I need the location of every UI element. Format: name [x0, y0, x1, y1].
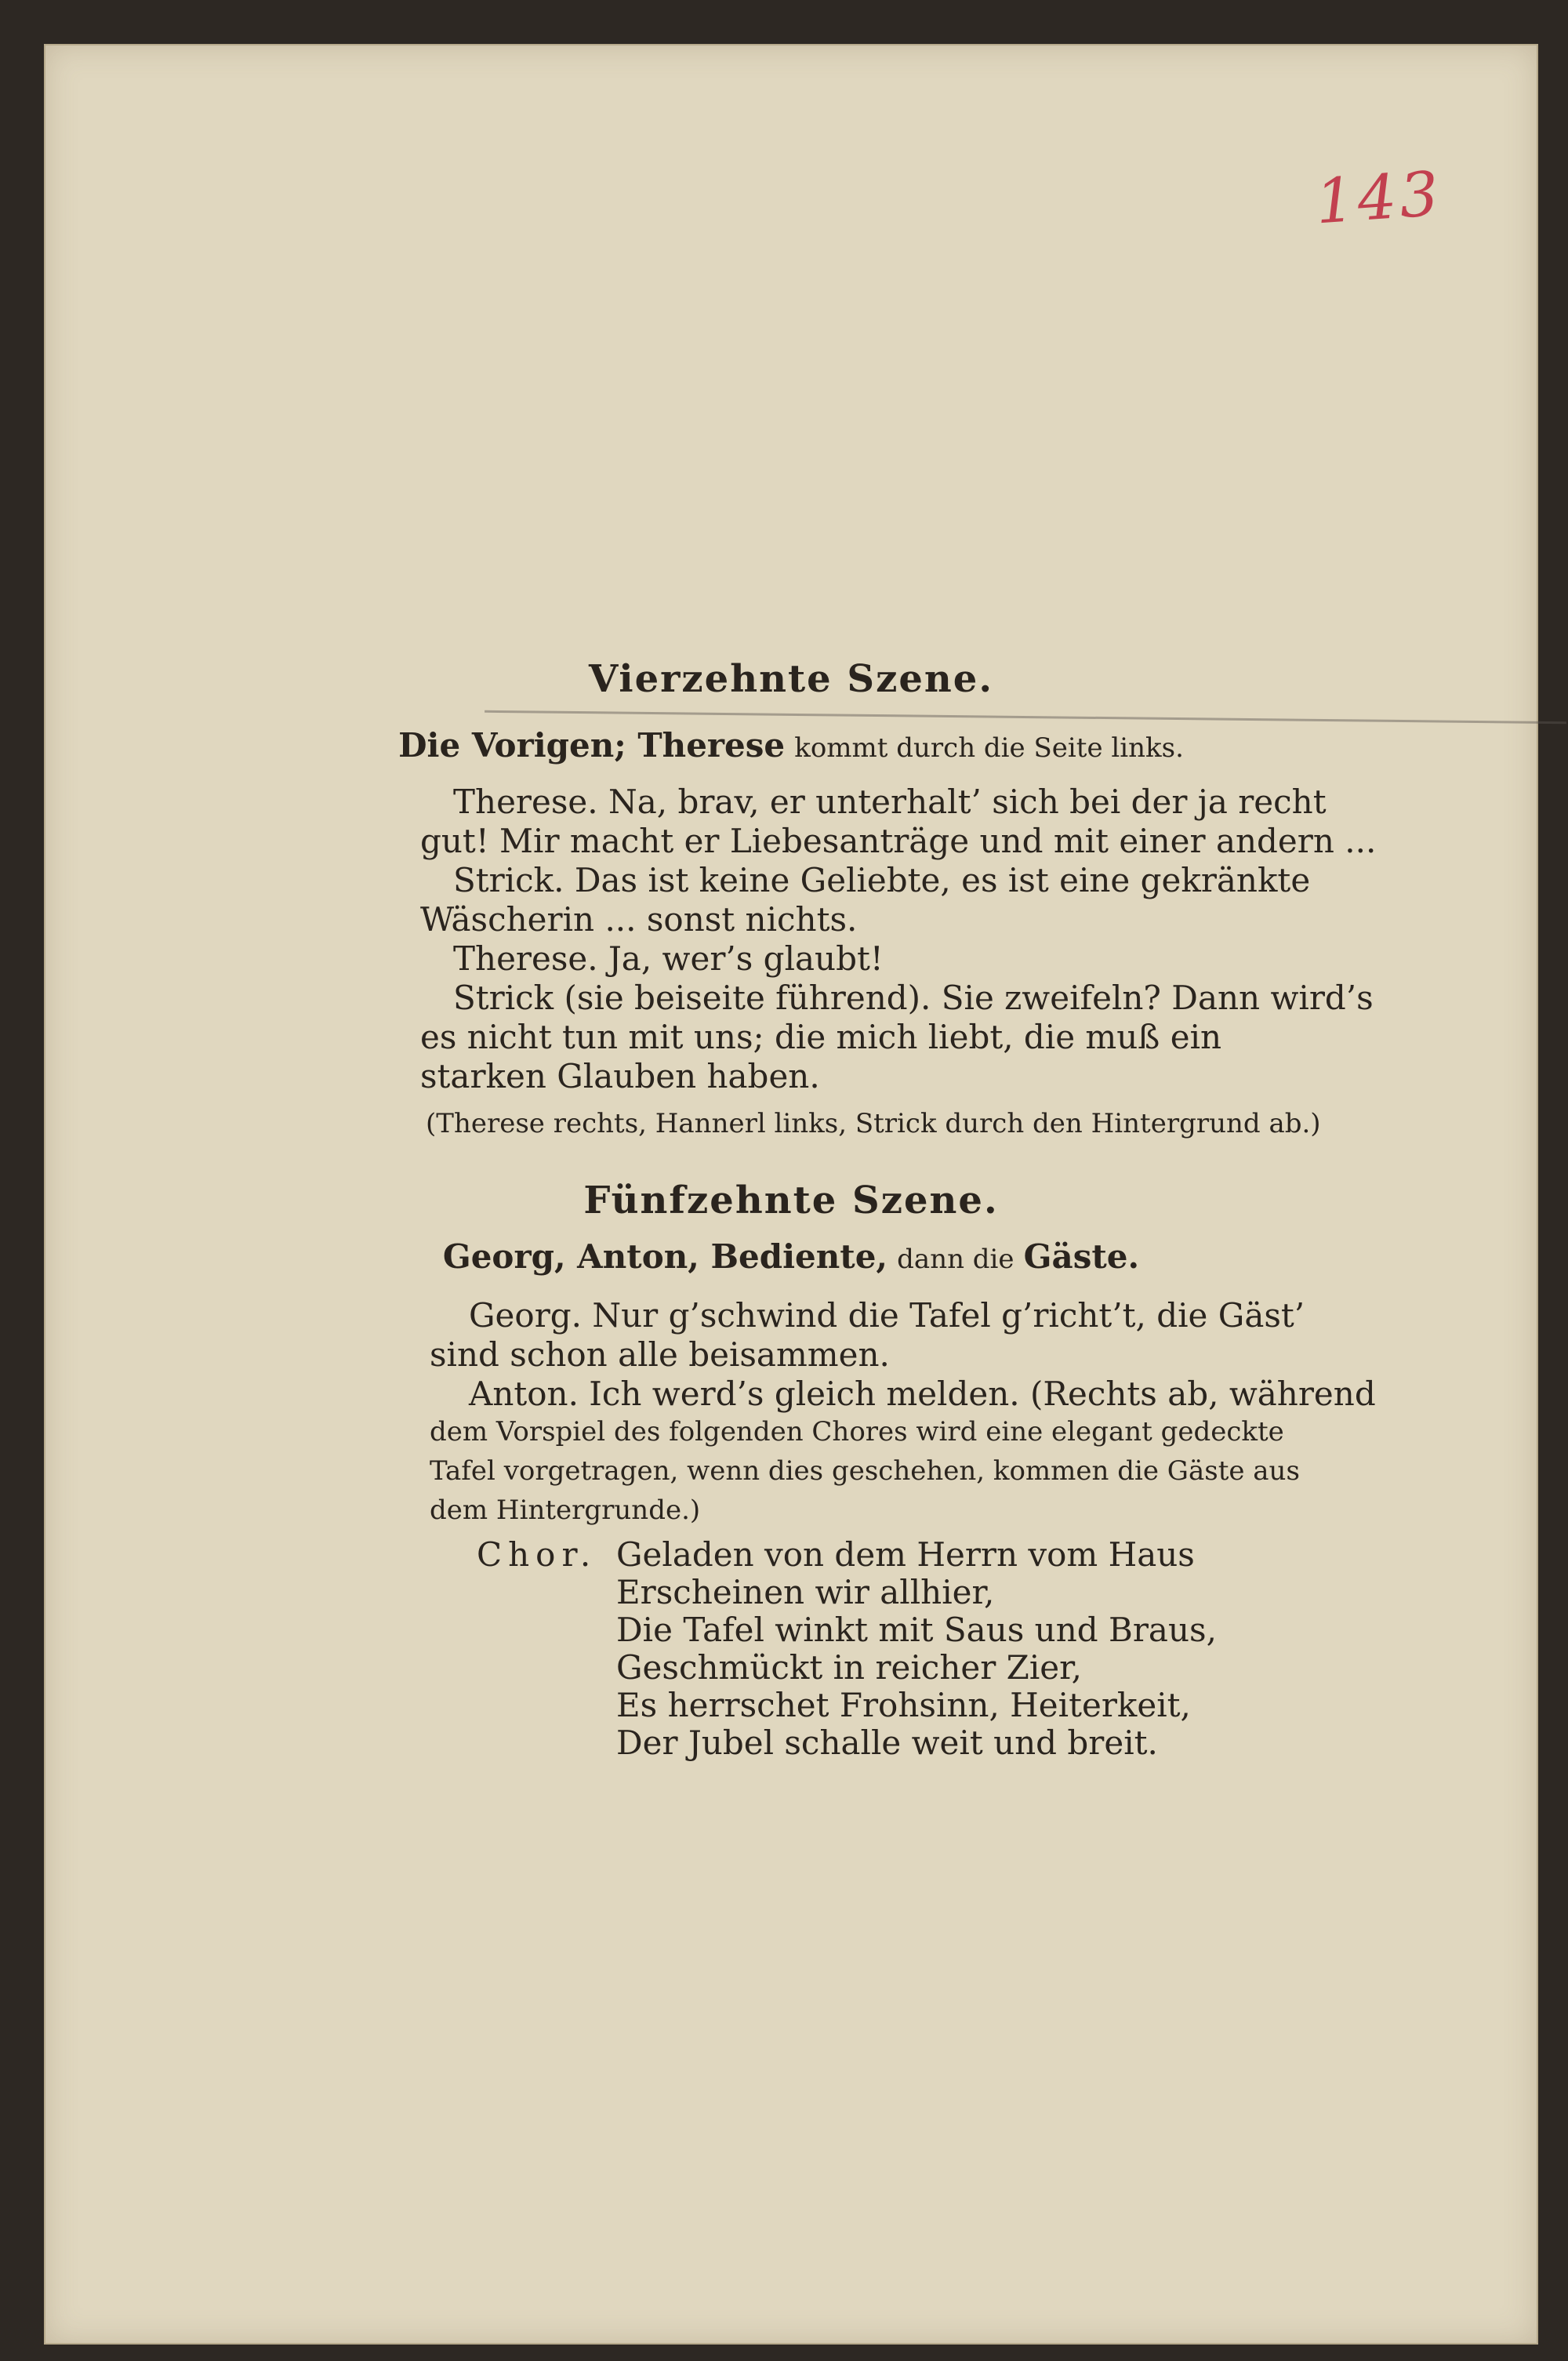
- dialogue-line: dem Hintergrunde.): [430, 1495, 701, 1526]
- dialogue-line: sind schon alle beisammen.: [430, 1335, 890, 1374]
- dialogue-line: Georg. Nur g’schwind die Tafel g’richt’t, die Gäst’: [469, 1296, 1305, 1335]
- dialogue-line: gut! Mir macht er Liebesanträge und mit einer andern ...: [420, 822, 1377, 860]
- chorus-line: Erscheinen wir allhier,: [616, 1573, 995, 1611]
- chorus-line: Geladen von dem Herrn vom Haus: [616, 1535, 1195, 1574]
- scene-14-cast-names: Die Vorigen; Therese: [398, 726, 786, 765]
- chorus-line: Die Tafel winkt mit Saus und Braus,: [616, 1611, 1217, 1649]
- dialogue-line: Therese. Ja, wer’s glaubt!: [453, 939, 884, 978]
- dialogue-line: Wäscherin ... sonst nichts.: [420, 900, 858, 939]
- scene-14-cast-note: kommt durch die Seite links.: [794, 732, 1184, 764]
- scene-15-cast-names: Georg, Anton, Bediente,: [442, 1237, 888, 1276]
- chorus-speaker: Chor.: [477, 1535, 597, 1574]
- page-number: 143: [1313, 158, 1444, 238]
- scene-15-cast-note: dann die: [897, 1244, 1014, 1275]
- scene-15-cast: [45, 1237, 1537, 1276]
- dialogue-line: starken Glauben haben.: [420, 1057, 820, 1095]
- document-page: [44, 44, 1538, 2345]
- dialogue-line: Tafel vorgetragen, wenn dies geschehen, kommen die Gäste aus: [430, 1455, 1300, 1487]
- chorus-line: Es herrschet Frohsinn, Heiterkeit,: [616, 1686, 1191, 1724]
- dialogue-line: dem Vorspiel des folgenden Chores wird eine elegant gedeckte: [430, 1416, 1284, 1447]
- dialogue-line: Strick (sie beiseite führend). Sie zweifeln? Dann wird’s: [453, 979, 1374, 1017]
- stage-direction: (Therese rechts, Hannerl links, Strick durch den Hintergrund ab.): [426, 1108, 1321, 1139]
- dialogue-line: es nicht tun mit uns; die mich liebt, die muß ein: [420, 1018, 1222, 1056]
- dialogue-line: Anton. Ich werd’s gleich melden. (Rechts ab, während: [469, 1375, 1376, 1413]
- dialogue-line: Strick. Das ist keine Geliebte, es ist eine gekränkte: [453, 861, 1311, 899]
- scene-15-heading: Fünfzehnte Szene.: [583, 1179, 999, 1222]
- scene-15-cast-end: Gäste.: [1023, 1237, 1140, 1276]
- chorus-line: Der Jubel schalle weit und breit.: [616, 1724, 1158, 1762]
- chorus-line: Geschmückt in reicher Zier,: [616, 1648, 1082, 1687]
- dialogue-line: Therese. Na, brav, er unterhalt’ sich bei der ja recht: [453, 783, 1327, 821]
- scene-14-heading: Vierzehnte Szene.: [588, 657, 994, 701]
